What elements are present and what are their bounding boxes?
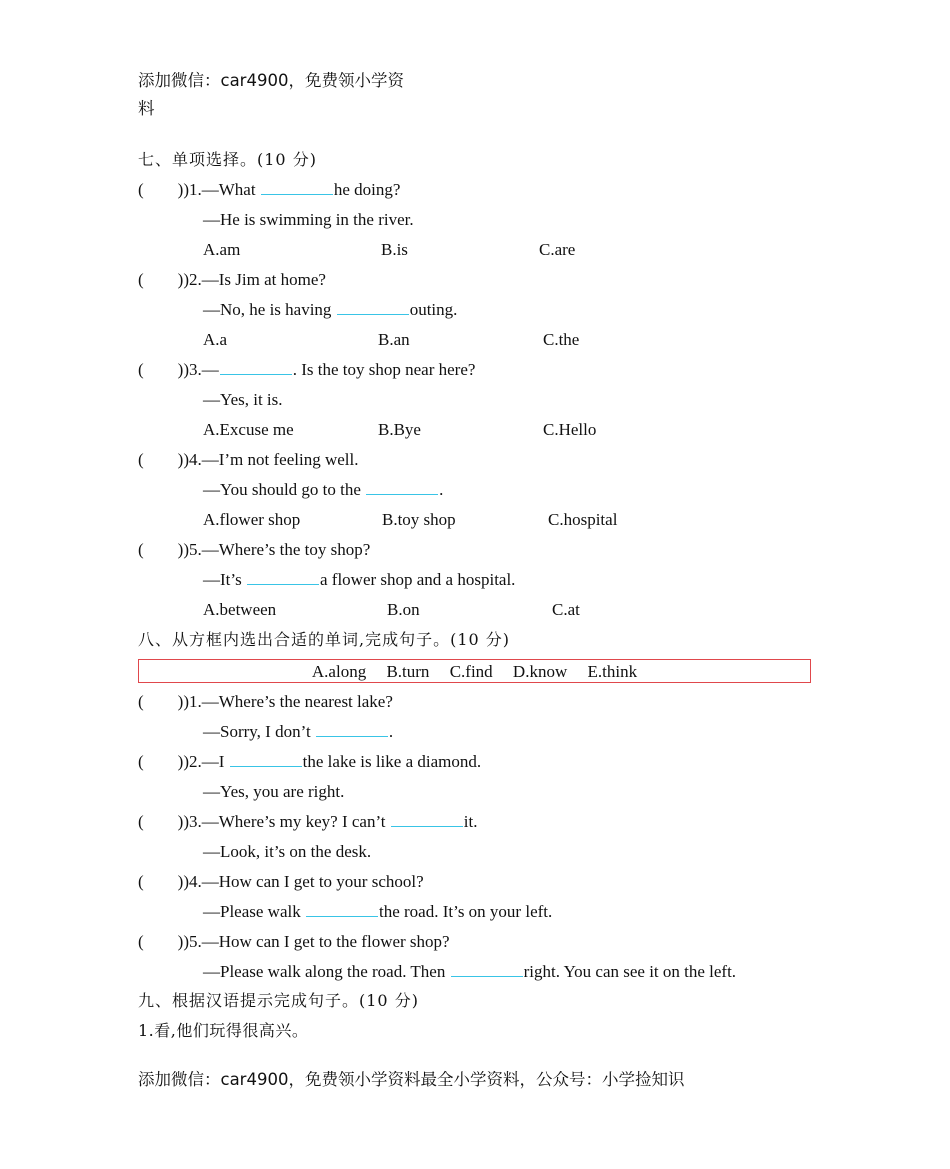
option-b: B.Bye — [378, 420, 421, 439]
question-row — [138, 872, 424, 892]
dialog-answer: —Look, it’s on the desk. — [203, 842, 372, 861]
answer-text: —No, he is having — [203, 300, 336, 319]
question-row — [138, 540, 370, 560]
question-text-end: it. — [463, 812, 478, 831]
option-a: A.between — [203, 600, 277, 619]
answer-text-end: outing. — [409, 300, 458, 319]
dialog-answer: —He is swimming in the river. — [203, 210, 414, 229]
question-row — [138, 450, 358, 470]
word-option: B.turn — [386, 662, 430, 681]
question-text: )2.—Is Jim at home? — [183, 270, 326, 289]
question-row — [138, 692, 393, 712]
option-a: A.Excuse me — [203, 420, 294, 439]
word-option: E.think — [587, 662, 638, 681]
section-9-title: 九、根据汉语提示完成句子。(10 分) — [138, 991, 419, 1010]
question-row — [138, 932, 450, 952]
answer-blank[interactable] — [366, 480, 438, 495]
option-b: B.toy shop — [382, 510, 456, 529]
answer-blank[interactable] — [220, 360, 292, 375]
answer-text: —Please walk along the road. Then — [203, 962, 450, 981]
question-text: )4.—I’m not feeling well. — [183, 450, 359, 469]
option-a: A.a — [203, 330, 228, 349]
question-text: )1.—What — [183, 180, 260, 199]
section-7-title: 七、单项选择。(10 分) — [138, 150, 317, 169]
option-b: B.on — [387, 600, 420, 619]
answer-blank[interactable] — [261, 180, 333, 195]
answer-text: —You should go to the — [203, 480, 366, 499]
option-c: C.at — [552, 600, 580, 619]
option-c: C.Hello — [543, 420, 597, 439]
section-8-title: 八、从方框内选出合适的单词,完成句子。(10 分) — [138, 630, 511, 649]
answer-parenthesis: ( ) — [138, 692, 184, 711]
header-line-1: 添加微信：car4900，免费领小学资 — [138, 71, 404, 90]
answer-blank[interactable] — [337, 300, 409, 315]
option-c: C.hospital — [548, 510, 618, 529]
dialog-answer — [203, 962, 736, 982]
answer-text-end: . — [388, 722, 394, 741]
question-text: )4.—How can I get to your school? — [183, 872, 424, 891]
word-option: A.along — [311, 662, 367, 681]
question-text: )3.— — [183, 360, 219, 379]
answer-blank[interactable] — [306, 902, 378, 917]
answer-parenthesis: ( ) — [138, 752, 184, 771]
word-option: D.know — [512, 662, 568, 681]
question-text-end: he doing? — [333, 180, 401, 199]
word-option: C.find — [449, 662, 493, 681]
answer-text-end: . — [439, 480, 444, 499]
question-text-end: . Is the toy shop near here? — [292, 360, 476, 379]
word-box-words — [139, 662, 810, 682]
word-box — [138, 659, 811, 683]
dialog-answer — [203, 722, 393, 742]
dialog-answer — [203, 300, 457, 320]
dialog-answer — [203, 480, 443, 500]
answer-blank[interactable] — [391, 812, 463, 827]
question-row — [138, 180, 400, 200]
answer-parenthesis: ( ) — [138, 180, 184, 199]
answer-parenthesis: ( ) — [138, 872, 184, 891]
answer-text-end: a flower shop and a hospital. — [319, 570, 516, 589]
answer-parenthesis: ( ) — [138, 270, 184, 289]
answer-text: —Please walk — [203, 902, 305, 921]
option-a: A.am — [203, 240, 241, 259]
question-text: )5.—Where’s the toy shop? — [183, 540, 371, 559]
question-text: )5.—How can I get to the flower shop? — [183, 932, 450, 951]
answer-text: —Sorry, I don’t — [203, 722, 315, 741]
option-c: C.the — [543, 330, 580, 349]
question-text: )2.—I — [183, 752, 229, 771]
dialog-answer — [203, 902, 552, 922]
footer-text: 添加微信：car4900，免费领小学资料最全小学资料，公众号：小学捡知识 — [138, 1070, 685, 1089]
dialog-answer — [203, 570, 515, 590]
answer-parenthesis: ( ) — [138, 932, 184, 951]
dialog-answer: —Yes, it is. — [203, 390, 283, 409]
answer-parenthesis: ( ) — [138, 360, 184, 379]
answer-blank[interactable] — [247, 570, 319, 585]
answer-text-end: right. You can see it on the left. — [523, 962, 737, 981]
question-row — [138, 812, 477, 832]
answer-parenthesis: ( ) — [138, 540, 184, 559]
answer-text-end: the road. It’s on your left. — [378, 902, 553, 921]
option-b: B.an — [378, 330, 410, 349]
answer-text: —It’s — [203, 570, 246, 589]
dialog-answer: —Yes, you are right. — [203, 782, 345, 801]
question-text: )1.—Where’s the nearest lake? — [183, 692, 393, 711]
question-text: )3.—Where’s my key? I can’t — [183, 812, 390, 831]
option-c: C.are — [539, 240, 576, 259]
answer-parenthesis: ( ) — [138, 450, 184, 469]
answer-blank[interactable] — [451, 962, 523, 977]
question-row — [138, 752, 481, 772]
section-9-item-1: 1.看,他们玩得很高兴。 — [138, 1021, 309, 1040]
option-a: A.flower shop — [203, 510, 301, 529]
answer-blank[interactable] — [316, 722, 388, 737]
answer-parenthesis: ( ) — [138, 812, 184, 831]
question-text-end: the lake is like a diamond. — [302, 752, 482, 771]
question-row — [138, 270, 326, 290]
question-row — [138, 360, 475, 380]
header-line-2: 料 — [138, 99, 155, 118]
answer-blank[interactable] — [230, 752, 302, 767]
option-b: B.is — [381, 240, 408, 259]
